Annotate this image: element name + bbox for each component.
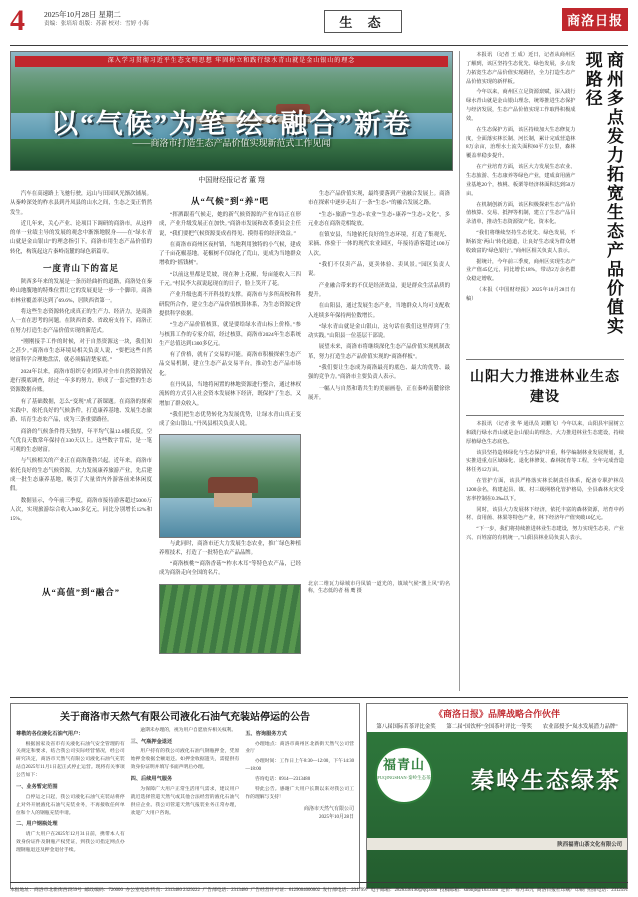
paragraph: “下一步，我们将持续推进林业生态建设，努力实现生态美、产业兴、百姓富的有机统一。”山阳县林业局负责人表示。 (466, 526, 624, 542)
ad-award-2: 第二届“国饮杯”全国茶叶评比一等奖 (446, 724, 533, 730)
paragraph: 生态产品价值实现，最终要落到产业融合发展上。商洛市在探索中逐步走出了一条“生态+”的融合发展之路。 (308, 191, 450, 207)
ad-company: 陕西福青山茶文化有限公司 (367, 838, 627, 850)
paragraph: “刚刚接手工作的时候，对于自然资源这一块，我们知之甚少。”商洛市生态环境局相关负责人说，“要把这些自然财富科学合理地盘活，就必须搞清楚家底。” (10, 338, 152, 364)
section-label: 生 态 (324, 10, 401, 33)
ad-brand-sub: FUQINGSHAN·秦岭生态茶 (377, 775, 431, 781)
notice-date: 2025年10月28日 (319, 814, 355, 820)
paragraph: 用户持有的我公司液化石油气钢瓶押金，凭原始押金收据全额退还。如押金收据遗失，需提供有效身份证明并填写书面声明后办理。 (130, 749, 240, 771)
paragraph: “生态产品价值核算，就是要给绿水青山标上价格。”参与核算工作的专家介绍，经过核算，商洛市2024年生态系统生产总值达到1300多亿元。 (159, 322, 301, 347)
hero-banner-strip: 深入学习贯彻习近平生态文明思想 牢固树立和践行绿水青山就是金山银山的理念 (15, 56, 448, 67)
paragraph: 陕西多年来的发展是一条历经曲折的道路，商洛处在秦岭山地腹地的特殊位置让它的发展更是一步一个脚印。商洛市林业覆盖率达到了69.6%，居陕西省第一。 (10, 279, 152, 304)
paragraph: 展望未来，商洛市将继续深化生态产品价值实现机制改革，努力打造生态产品价值实现的“商洛样板”。 (308, 344, 450, 360)
footer-item: 办公室电话/传真：2313480 2329222 (125, 888, 200, 893)
footer-item: 电子邮箱：2826336190@qq.com (370, 888, 438, 893)
footer-item: 商洛日报社印刷厂印刷 (536, 888, 585, 893)
hero-photo (10, 51, 453, 171)
notice-subhead: 四、后续用气服务 (130, 776, 173, 783)
footer-item: 广告部电话：2313480 (202, 888, 248, 893)
article-bottom-row (10, 581, 453, 657)
notice-subhead: 一、业务暂定范围 (16, 784, 58, 791)
paragraph: 与气候相关的产业正在商洛蓬勃兴起。近年来，商洛市依托良好的生态气候资源，大力发展康养旅游产业，先后建成一批生态康养基地，吸引了大量省内外游客前来休闲度假。 (10, 458, 152, 493)
page-footer (10, 882, 628, 893)
lead-subheadline: ——商洛市打造生态产品价值实现新范式工作见闻 (132, 138, 331, 148)
paragraph: “我们将继续坚持生态优先、绿色发展，不断拓宽‘两山’转化通道，让良好生态成为群众增收致富的‘绿色银行’。”商州区相关负责人表示。 (466, 230, 576, 254)
ad-awards (371, 722, 623, 730)
paragraph: 在机制创新方面，该区积极探索生态产品价值核算、交易、抵押等机制，建立了生态产品目录清单，推动生态资源资产化、资本化。 (466, 201, 576, 226)
paragraph: 在山阳县，通过发展生态产业，当地群众人均可支配收入连续多年保持两位数增长。 (308, 303, 450, 319)
paragraph: 该县坚持造林绿化与生态保护并重，科学编制林业发展规划，扎实推进重点区域绿化、退化林修复、森林抚育等工程，全年完成营造林任务12万亩。 (466, 449, 624, 474)
article-column-2 (159, 190, 301, 581)
ad-slogan: 秦岭生态绿茶 (471, 768, 621, 793)
ad-brand-logo (375, 746, 433, 804)
paragraph: 在商洛市商州区夜村镇，当地利用独特的小气候，建成了千亩花椒基地。花椒树不仅绿化了荒山，更成为当地群众增收的“摇钱树”。 (159, 241, 301, 267)
paragraph: 自停运之日起，我公司液化石油气充装站将停止对外开展液化石油气充装业务，不再接收任何单位和个人的钢瓶充装申请。 (16, 794, 125, 816)
paragraph: 在镇安县，当地依托良好的生态环境，打造了集观光、采摘、体验于一体的现代农业园区，年接待游客超过100万人次。 (308, 232, 450, 257)
paragraph: 一幅人与自然和谐共生的美丽画卷，正在秦岭南麓徐徐展开。 (308, 385, 450, 401)
inline-photo-pavilion (208, 477, 258, 493)
dateline: （本报《中国财经报》2025年10月28日有稿） (466, 287, 576, 302)
editor-credits: 责编：张培培 组版：苏新 校对：雪婷 小海 (44, 21, 149, 28)
footer-item: 定价：每月35元 (500, 888, 535, 893)
paragraph: 在丹凤县，当地将闲置的林地资源进行整合，通过林权流转的方式引入社会资本发展林下经济，既保护了生态，又增加了群众收入。 (159, 382, 301, 407)
paragraph: 商洛的气候条件得天独厚，年平均气温12.6摄氏度，空气优良天数常年保持在330天以上。这些数字背后，是一笔可观的生态财富。 (10, 428, 152, 454)
side-story-1-body (466, 51, 576, 351)
lead-paragraph: 本报讯 （记者 张 华 通讯员 刘鹏飞）今年以来，山阳县牢固树立和践行绿水青山就是金山银山的理念，大力推进林业生态建设，持续厚植绿色生态底色。 (466, 421, 624, 445)
paragraph: 同时，该县大力发展林下经济，依托丰富的森林资源，培育中药材、食用菌、林果等特色产业，林下经济年产值突破10亿元。 (466, 506, 624, 522)
notice-subhead: 三、气瓶押金退还 (130, 738, 173, 745)
notice-subhead: 二、用户钢瓶处理 (16, 821, 58, 828)
paragraph: 咨询电话：0914—2313480 (254, 777, 311, 783)
notice-column-2 (131, 727, 240, 857)
paragraph: 2024年以来，商洛市组织专业团队对全市自然资源情况进行摸底调查，经过一年多的努力，形成了一套完整的生态资源数据台账。 (10, 368, 152, 394)
side-story-2-headline: 山阳大力推进林业生态建设 (470, 370, 620, 405)
main-content (10, 51, 628, 691)
ad-partner-line: 《商洛日报》品牌战略合作伙伴 (433, 709, 560, 719)
paragraph: 产业升级也离不开科技的支撑。商洛市与多所高校和科研院所合作，建立生态产品价值核算体系，为生态资源定价提供科学依据。 (159, 292, 301, 317)
publication-date: 2025年10月28日 星期二 (44, 10, 121, 19)
ad-brand-name: 福青山 (382, 757, 425, 772)
ad-award-3: 农业部授予“岚水发展潜力品牌” (542, 724, 618, 730)
article-column-6 (308, 581, 450, 657)
ad-body (367, 732, 627, 850)
article-column-3 (308, 190, 450, 581)
side-story-2-header (466, 366, 624, 416)
article-subhead: 一度青山下的富足 (42, 263, 119, 274)
article-column-5 (159, 581, 301, 657)
paragraph: 据统计，今年前三季度，商州区实现生态产业产值45亿元，同比增长18%，带动2万余名群众稳定增收。 (466, 258, 576, 283)
paragraph: “商洛核桃”“商洛香菇”“柞水木耳”等特色农产品，已经成为商洛走向全国的名片。 (159, 561, 301, 577)
paragraph: 今年以来，商州区立足资源禀赋，深入践行绿水青山就是金山银山理念，统筹推进生态保护与经济发展，生态产品价值实现工作取得积极成效。 (466, 89, 576, 122)
masthead-date-block (44, 6, 194, 29)
paragraph: “绿水青山就是金山银山，这句话在我们这里得到了生动实践。”山阳县一位基层干部说。 (308, 323, 450, 340)
advertisement[interactable] (366, 703, 628, 889)
footer-item: 发行部电话：2317997 (322, 888, 369, 893)
notice-column-3 (245, 727, 354, 857)
paragraph: “我们要让生态成为商洛最亮的底色、最大的优势、最强的竞争力。”商洛市主要负责人表示。 (308, 365, 450, 381)
lead-story (10, 51, 453, 691)
notice-signature (245, 806, 354, 822)
paragraph: 办理时间：工作日上午8:30—12:00，下午14:30—18:00 (245, 759, 355, 773)
footer-item: 本报地址：商洛市北新街西段59号 (10, 888, 82, 893)
notice-company: 商洛市天然气有限公司 (304, 806, 355, 812)
paragraph: 在管护方面，该县严格落实林长制责任体系，配备专职护林员1200余名，构建起县、镇、村三级网格化管护格局，全县森林火灾受害率控制在0.3‰以下。 (466, 478, 624, 502)
ad-header (367, 704, 627, 732)
side-story-1-headline: 商州多点发力拓宽生态产品价值实现路径 (582, 51, 623, 336)
paragraph: 与此同时，商洛市还大力发展生态农业，推广绿色种植养殖技术，打造了一批特色农产品品牌。 (159, 540, 301, 556)
paragraph: 产业融合带来的不仅是经济效益，更是群众生活品质的提升。 (308, 282, 450, 298)
paragraph: 将这些生态资源转化成真正的生产力、经济力，是商洛人一直在思考的问题。在陕西省委、省政府支持下，商洛正在努力打造生态产品价值实现的新范式。 (10, 308, 152, 334)
lead-headline: 以“气候”为笔 绘“融合”新卷 (51, 109, 412, 139)
paragraph: “挥洒跟着气候走，她的新气候资源的产业布局正在形成，产业升级发展正在加快。”商洛市发展和改革委员会主任说，“我们要把气候资源变成看得见、摸得着的经济效益。” (159, 212, 301, 237)
notice-columns (16, 727, 354, 857)
section-header (194, 6, 532, 33)
article-subhead: 从“高值”到“融合” (41, 586, 120, 597)
masthead (10, 6, 628, 46)
footer-item: 照排电话：2312591 (587, 888, 628, 893)
tea-field-photo (159, 584, 301, 654)
footer-item: 广告经营许可证：6129004000002 (250, 888, 320, 893)
lead-paragraph: 本报讯 （记者 王 成）近日，记者从商州区了解到，该区坚持生态优先、绿色发展，多点发力拓宽生态产品价值实现路径，全力打造生态产品价值实现的新样板。 (466, 52, 576, 85)
article-columns (10, 190, 453, 581)
paragraph: 汽车在高速路上飞驰行驶，远山与田园风光渐次铺展。从秦岭深处的柞水县到丹凤县的山水之间，生态之变正悄然发生。 (10, 191, 152, 216)
paragraph: “以前这里都是荒坡，现在种上花椒，每亩能收入三四千元。”村民李大叔说起现在的日子，脸上笑开了花。 (159, 271, 301, 288)
paragraph: 逾期未办理的，视为用户自愿放弃相关权利。 (140, 728, 237, 733)
public-notice (10, 703, 360, 889)
notice-title: 关于商洛市天然气有限公司液化石油气充装站停运的公告 (60, 712, 310, 723)
paragraph: 有了基础数据，怎么“变现”成了新课题。在商洛的探索实践中，依托良好的气候条件，打造康养基地、发展生态旅游、培育生态农产品，成为三条重要路径。 (10, 398, 152, 424)
paragraph: 办理地点：商洛市商州区北新街天然气公司营业厅 (245, 741, 355, 755)
footer-item: 投稿邮箱：slrbbjb@163.com (439, 888, 499, 893)
newspaper-logo (532, 6, 628, 31)
paragraph: 有了价格，就有了交易的可能。商洛市积极探索生态产品交易机制，建立生态产品交易平台，推动生态产品市场化。 (159, 352, 301, 377)
notice-column-1 (16, 727, 125, 857)
side-story-2-body (466, 420, 624, 543)
paragraph: 特此公告。感谢广大用户长期以来对我公司工作的理解与支持！ (245, 787, 355, 801)
article-column-1 (10, 190, 152, 581)
paragraph: “我们把生态优势转化为发展优势，让绿水青山真正变成了金山银山。”丹凤县相关负责人说。 (159, 411, 301, 428)
bottom-zone (10, 697, 628, 889)
paragraph: “生态+旅游”“生态+农业”“生态+康养”“生态+文化”，多元业态在商洛竞相绽放。 (308, 211, 450, 227)
paragraph: 数据显示，今年前三季度，商洛市接待游客超过5000万人次，实现旅游综合收入300多亿元，同比分别增长12%和15%。 (10, 497, 152, 523)
divider (466, 359, 624, 360)
ad-award-1: 第八届国际茗茶评比金奖 (376, 724, 436, 730)
page-number: 4 (10, 4, 25, 37)
paragraph: 在生态保护方面，该区持续加大生态修复力度，全面落实林长制、河长制，累计完成营造林8万余亩，治理水土流失面积60平方公里，森林覆盖率稳步提升。 (466, 126, 576, 160)
paragraph: 为保障广大用户正常生活用气需求，建议用户就近选择管道天然气或其他合法经营的液化石油气供应企业。我公司管道天然气报装业务正常办理，欢迎广大用户咨询。 (130, 786, 240, 816)
paragraph: 在产业培育方面，该区大力发展生态农业、生态旅游、生态康养等绿色产业，建成食用菌产业基地20个，核桃、板栗等经济林面积达到50万亩。 (466, 164, 576, 197)
paragraph: 近几年来，关心产业、论项目下调研的商洛市，从这样的单一业绩主导的发展的观念中渐渐地脱身——在“绿水青山就是金山银山”的理念指引下，商洛市用生态产品价值的转化，构筑起这片秦岭南麓的绿色新篇章。 (10, 220, 152, 255)
paragraph: 请广大用户在2025年12月31日前，携带本人有效身份证件及钢瓶产权凭证，到我公司指定网点办理钢瓶退还及押金退付手续。 (16, 831, 125, 853)
footer-item: 邮政编码：726000 (84, 888, 123, 893)
newspaper-logo-text: 商洛日报 (562, 8, 628, 31)
notice-salutation: 尊敬的各位液化石油气用户： (16, 731, 84, 737)
paragraph: “我们不仅卖产品，更卖体验、卖风景。”园区负责人说。 (308, 262, 450, 278)
article-subhead: 从“气候”到“养”吧 (190, 196, 269, 206)
lead-byline: 中国财经报记者 董 翔 (198, 176, 265, 184)
article-inline-photo (159, 434, 301, 538)
photo-caption: 北京二维瓦力绿城市丹凤镇一道光的，镇域气候“激上风”的名称，生态低的者 杨 鹰 摄 (308, 581, 450, 595)
paragraph: 根据国家及省市有关液化石油气安全管理的有关规定和要求，结合我公司实际经营情况，经公司研究决定，商洛市天然气有限公司液化石油气充装站自2025年11月1日起正式停止运营。现将有关事项公告如下： (16, 741, 125, 779)
side-stories (459, 51, 624, 691)
article-column-4 (10, 581, 152, 657)
notice-subhead: 五、咨询服务方式 (245, 731, 287, 737)
side-story-1 (466, 51, 624, 351)
